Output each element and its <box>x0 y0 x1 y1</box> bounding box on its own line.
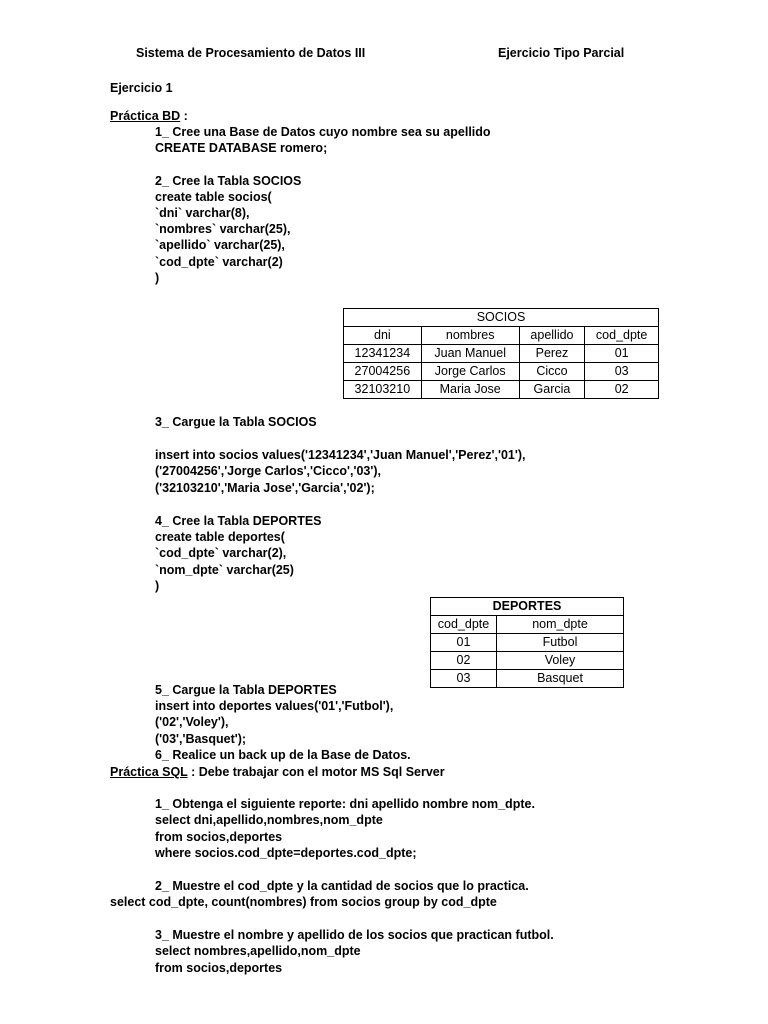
deportes-table <box>430 597 624 688</box>
table-cell: Basquet <box>497 670 624 688</box>
table-cell: Jorge Carlos <box>421 363 519 381</box>
table-cell: 12341234 <box>344 345 422 363</box>
bd-code-line: ) <box>155 271 160 285</box>
table-title-row <box>344 309 659 327</box>
table-row <box>344 381 659 399</box>
bd-step-1: 1_ Cree una Base de Datos cuyo nombre sea su apellido <box>155 125 491 139</box>
table-cell: Juan Manuel <box>421 345 519 363</box>
course-title: Sistema de Procesamiento de Datos III <box>136 46 366 60</box>
bd-code-line: ('02','Voley'), <box>155 715 229 729</box>
table-row <box>344 345 659 363</box>
table-cell: Maria Jose <box>421 381 519 399</box>
bd-code-line: `nombres` varchar(25), <box>155 222 291 236</box>
bd-code-line: `dni` varchar(8), <box>155 206 250 220</box>
table-cell: 02 <box>431 652 497 670</box>
bd-code-line: insert into socios values('12341234','Juan Manuel','Perez','01'), <box>155 448 526 462</box>
practica-sql-label: Práctica SQL <box>110 765 188 779</box>
bd-code-line: ('03','Basquet'); <box>155 732 247 746</box>
practica-sql-heading <box>110 764 445 780</box>
exam-title: Ejercicio Tipo Parcial <box>498 46 625 60</box>
sql-step-2: 2_ Muestre el cod_dpte y la cantidad de socios que lo practica. <box>155 879 529 893</box>
table-cell: 03 <box>431 670 497 688</box>
bd-step-3: 3_ Cargue la Tabla SOCIOS <box>155 415 317 429</box>
sql-code-line: where socios.cod_dpte=deportes.cod_dpte; <box>155 846 417 860</box>
column-header: dni <box>344 327 422 345</box>
table-cell: 27004256 <box>344 363 422 381</box>
table-cell: Cicco <box>519 363 585 381</box>
sql-code-line: select dni,apellido,nombres,nom_dpte <box>155 813 383 827</box>
table-cell: Perez <box>519 345 585 363</box>
bd-code-line: `apellido` varchar(25), <box>155 238 285 252</box>
table-cell: Futbol <box>497 634 624 652</box>
table-cell: 01 <box>585 345 659 363</box>
table-title-row <box>431 598 624 616</box>
table-row <box>431 634 624 652</box>
table-row <box>431 670 624 688</box>
table-row <box>431 652 624 670</box>
bd-code-line: `cod_dpte` varchar(2), <box>155 546 287 560</box>
bd-code-line: create table deportes( <box>155 530 285 544</box>
bd-step-5: 5_ Cargue la Tabla DEPORTES <box>155 683 337 697</box>
socios-table-title: SOCIOS <box>344 309 659 327</box>
practica-sql-suffix: : Debe trabajar con el motor MS Sql Server <box>187 765 445 779</box>
column-header: cod_dpte <box>431 616 497 634</box>
table-cell: 32103210 <box>344 381 422 399</box>
bd-step-6: 6_ Realice un back up de la Base de Datos. <box>155 748 411 762</box>
column-header: nombres <box>421 327 519 345</box>
column-header: nom_dpte <box>497 616 624 634</box>
practica-bd-heading <box>110 108 188 124</box>
bd-step-4: 4_ Cree la Tabla DEPORTES <box>155 514 322 528</box>
bd-code-line: create table socios( <box>155 190 272 204</box>
table-cell: Voley <box>497 652 624 670</box>
column-header: cod_dpte <box>585 327 659 345</box>
table-cell: 02 <box>585 381 659 399</box>
sql-step-3: 3_ Muestre el nombre y apellido de los socios que practican futbol. <box>155 928 554 942</box>
bd-code-line: `cod_dpte` varchar(2) <box>155 255 283 269</box>
table-row <box>344 363 659 381</box>
table-cell: 03 <box>585 363 659 381</box>
bd-code-line: insert into deportes values('01','Futbol'), <box>155 699 394 713</box>
exercise-title: Ejercicio 1 <box>110 81 173 95</box>
bd-create-database: CREATE DATABASE romero; <box>155 141 328 155</box>
sql-step-1: 1_ Obtenga el siguiente reporte: dni apellido nombre nom_dpte. <box>155 797 535 811</box>
practica-bd-suffix: : <box>180 109 188 123</box>
table-cell: Garcia <box>519 381 585 399</box>
table-cell: 01 <box>431 634 497 652</box>
sql-code-line: select nombres,apellido,nom_dpte <box>155 944 361 958</box>
practica-bd-label: Práctica BD <box>110 109 181 123</box>
bd-code-line: ('32103210','Maria Jose','Garcia','02'); <box>155 481 375 495</box>
sql-code-line: select cod_dpte, count(nombres) from socios group by cod_dpte <box>110 895 497 909</box>
bd-step-2: 2_ Cree la Tabla SOCIOS <box>155 174 302 188</box>
bd-code-line: `nom_dpte` varchar(25) <box>155 563 294 577</box>
bd-code-line: ('27004256','Jorge Carlos','Cicco','03'), <box>155 464 381 478</box>
table-header-row <box>344 327 659 345</box>
column-header: apellido <box>519 327 585 345</box>
bd-code-line: ) <box>155 579 160 593</box>
sql-code-line: from socios,deportes <box>155 830 283 844</box>
sql-code-line: from socios,deportes <box>155 961 283 975</box>
table-header-row <box>431 616 624 634</box>
socios-table <box>343 308 659 399</box>
deportes-table-title: DEPORTES <box>431 598 624 616</box>
